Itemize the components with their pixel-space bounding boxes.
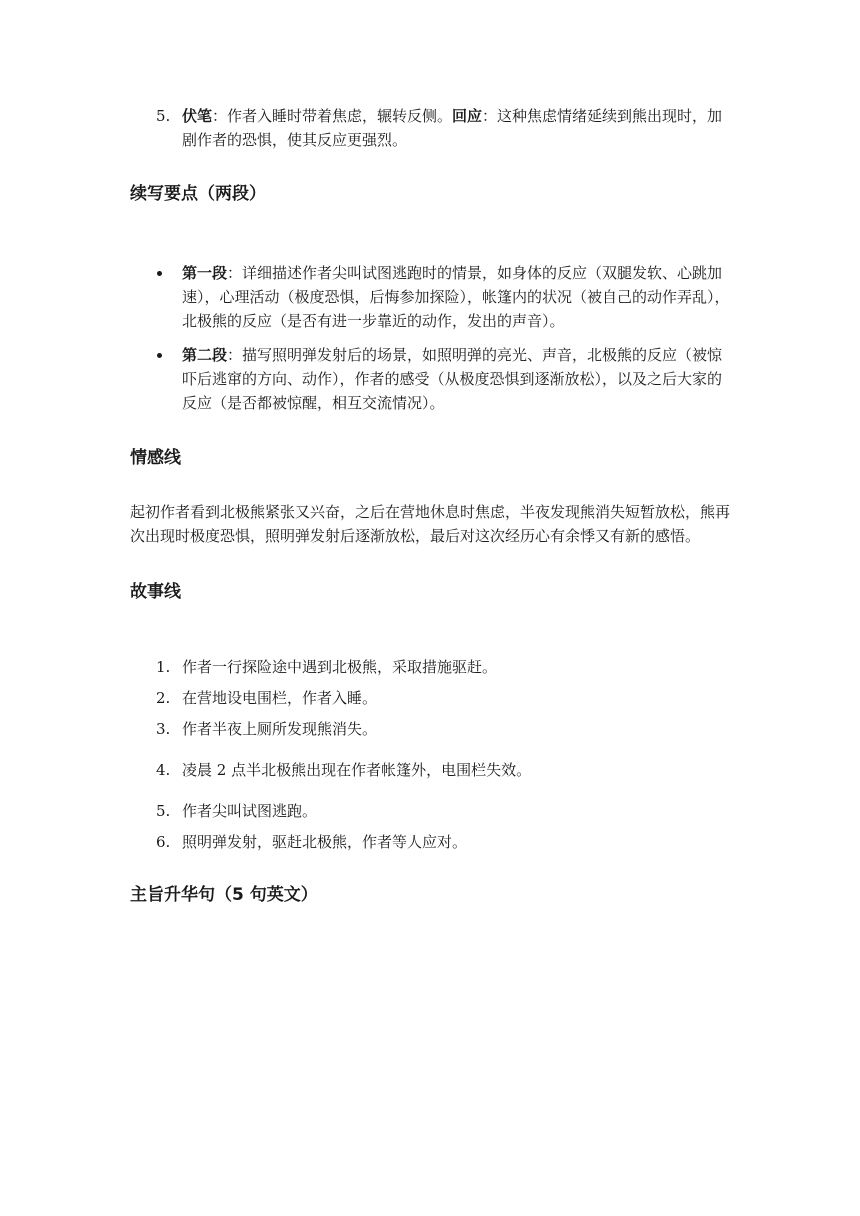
list-number: 6. — [156, 833, 171, 851]
continuation-bullet-list — [130, 261, 730, 415]
story-item-text: 作者半夜上厕所发现熊消失。 — [182, 720, 378, 738]
story-list-item — [130, 655, 730, 679]
bullet-icon — [157, 271, 162, 276]
bullet-text: ：描写照明弹发射后的场景，如照明弹的亮光、声音，北极熊的反应（被惊吓后逃窜的方向、动作），作者的感受（从极度恐惧到逐渐放松），以及之后大家的反应（是否都被惊醒，相互交流情况）。 — [182, 346, 723, 412]
list-number: 5. — [156, 802, 171, 820]
story-list-item — [130, 799, 730, 823]
story-item-text: 凌晨 2 点半北极熊出现在作者帐篷外，电围栏失效。 — [182, 761, 532, 779]
bullet-label: 第二段 — [182, 346, 228, 364]
continuation-heading: 续写要点（两段） — [130, 184, 266, 204]
response-text: ：这种焦虑情绪延续到熊出现时，加剧作者的恐惧，使其反应更强烈。 — [182, 107, 723, 149]
story-item-text: 在营地设电围栏，作者入睡。 — [182, 689, 378, 707]
list-number: 4. — [156, 761, 171, 779]
story-list-item — [130, 686, 730, 710]
foreshadow-text: ：作者入睡时带着焦虑，辗转反侧。 — [212, 107, 453, 125]
bullet-item-paragraph-2 — [130, 343, 730, 415]
foreshadow-label: 伏笔 — [182, 107, 213, 125]
story-item-text: 作者一行探险途中遇到北极熊，采取措施驱赶。 — [182, 658, 498, 676]
list-number: 2. — [156, 689, 171, 707]
story-list-item — [130, 830, 730, 854]
theme-heading: 主旨升华句（5 句英文） — [130, 885, 318, 905]
emotion-paragraph: 起初作者看到北极熊紧张又兴奋，之后在营地休息时焦虑，半夜发现熊消失短暂放松，熊再次出现时极度恐惧，照明弹发射后逐渐放松，最后对这次经历心有余悸又有新的感悟。 — [130, 503, 731, 545]
document-content — [130, 104, 730, 907]
response-label: 回应 — [452, 107, 483, 125]
list-number: 3. — [156, 720, 171, 738]
foreshadow-list-item — [130, 104, 730, 152]
story-list-item — [130, 717, 730, 741]
emotion-heading: 情感线 — [130, 448, 181, 468]
story-list-item — [130, 758, 730, 782]
bullet-icon — [157, 353, 162, 358]
story-item-text: 照明弹发射，驱赶北极熊，作者等人应对。 — [182, 833, 468, 851]
bullet-text: ：详细描述作者尖叫试图逃跑时的情景，如身体的反应（双腿发软、心跳加速），心理活动（极度恐惧，后悔参加探险），帐篷内的状况（被自己的动作弄乱），北极熊的反应（是否有进一步靠近的动作，发出的声音）。 — [182, 264, 730, 330]
bullet-item-paragraph-1 — [130, 261, 730, 333]
story-heading: 故事线 — [130, 582, 181, 602]
list-number: 1. — [156, 658, 171, 676]
story-item-text: 作者尖叫试图逃跑。 — [182, 802, 318, 820]
bullet-label: 第一段 — [182, 264, 228, 282]
story-list — [130, 655, 730, 854]
list-number: 5. — [156, 107, 171, 125]
